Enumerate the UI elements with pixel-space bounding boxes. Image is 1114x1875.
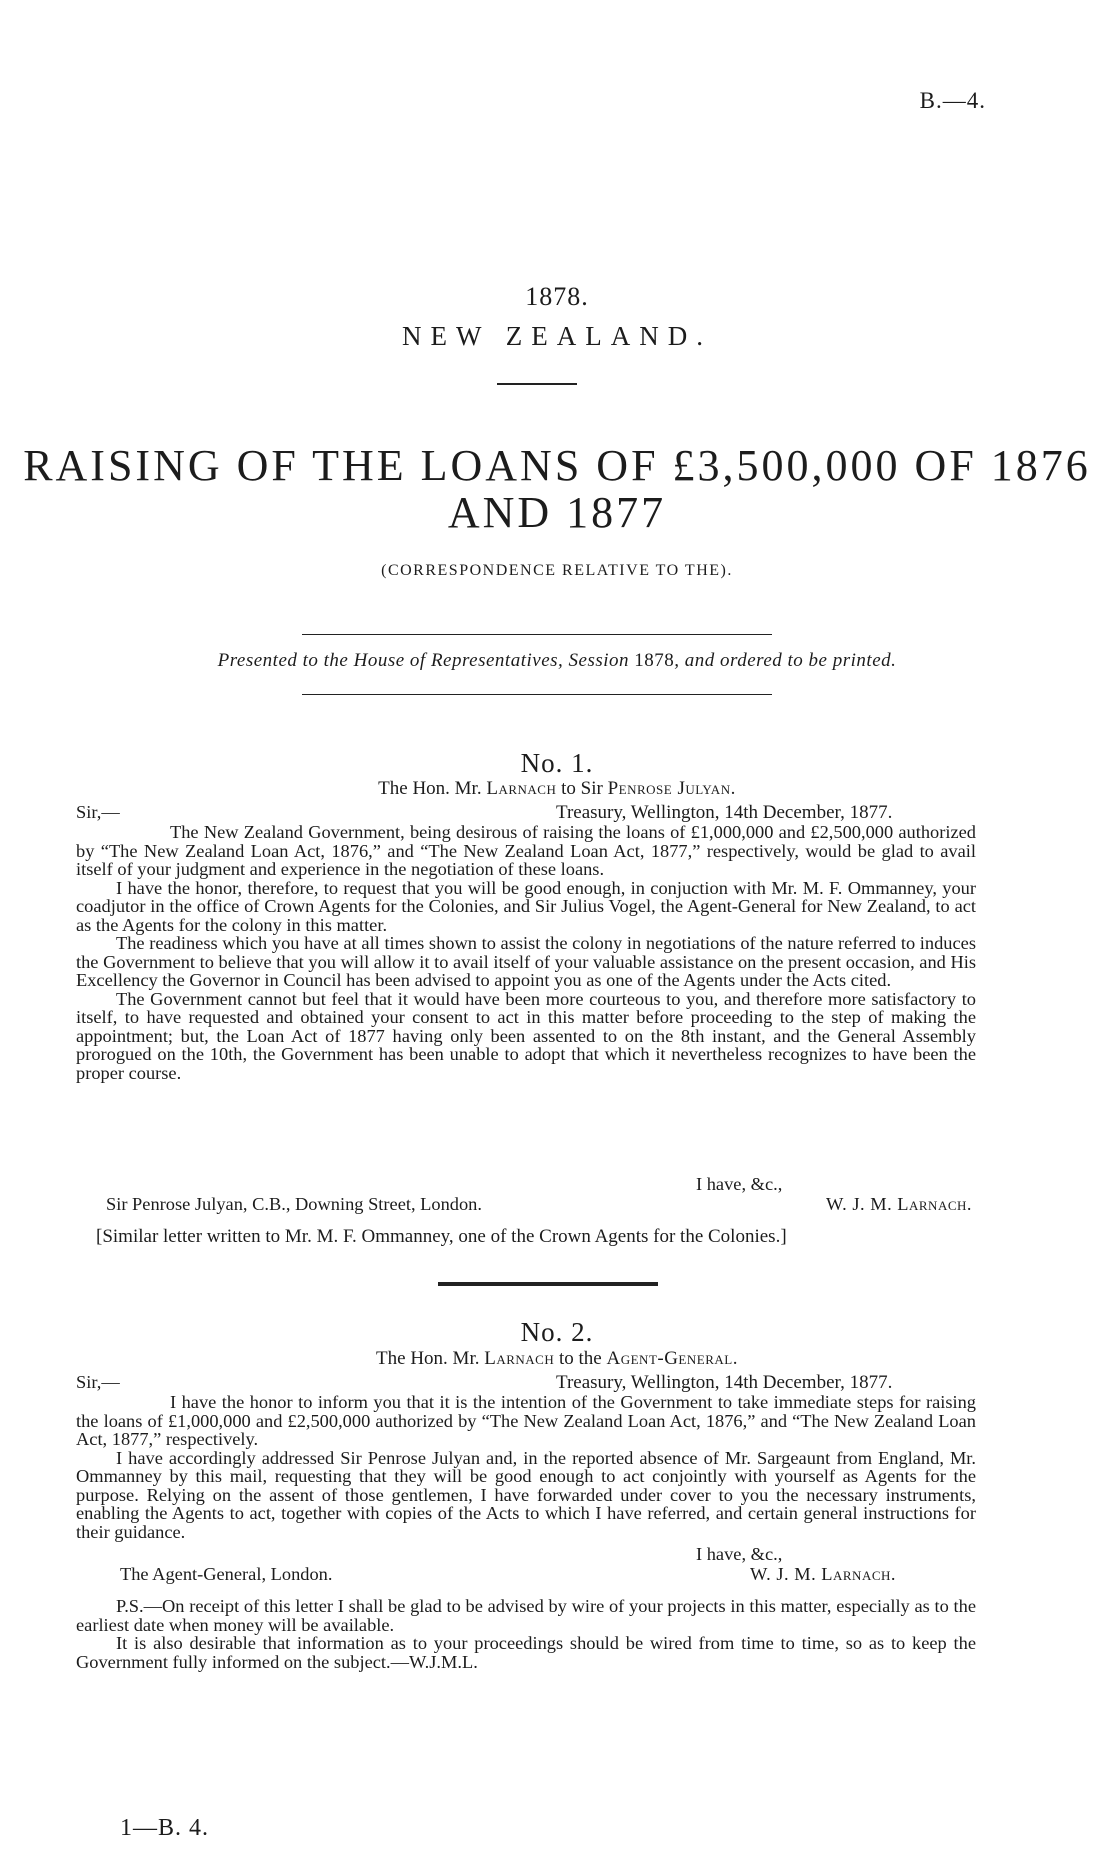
signature: W. J. M. Larnach. [750,1564,896,1584]
document-subtitle: (CORRESPONDENCE RELATIVE TO THE). [381,562,733,579]
signature: W. J. M. Larnach. [826,1194,972,1214]
document-year: 1878. [525,282,589,311]
paragraph: The Government cannot but feel that it would have been more courteous to you, and therefore more satisfactory to itself, to have requested and obtained your consent to act in this matter before proceeding to the step of making the appointment; but, the Loan Act of 1877 having only been assented to on the 8th instant, and the General Assembly prorogued on the 10th, the Government has been unable to adopt that which it nevertheless recognizes to have been the proper course. [76,988,976,1083]
paragraph: It is also desirable that information as to your proceedings should be wired from time to time, so as to keep the Government fully informed on the subject.—W.J.M.L. [76,1633,976,1672]
paragraph: The New Zealand Government, being desirous of raising the loans of £1,000,000 and £2,500,000 authorized by “The New Zealand Loan Act, 1876,” and “The New Zealand Loan Act, 1877,” respectively, would be glad to avail itself of your judgment and experience in the negotiation of these loans. [76,822,976,879]
printer-signature-mark: 1—B. 4. [120,1815,210,1841]
letter-body [76,1393,976,1541]
letter-number: No. 1. [520,748,594,778]
paragraph: I have accordingly addressed Sir Penrose Julyan and, in the reported absence of Mr. Sargeaunt from England, Mr. Ommanney by this mail, requesting that they will be good enough to act conjointly with yourself as Agents for the purpose. Relying on the assent of those gentlemen, I have forwarded under cover to you the necessary instruments, enabling the Agents to act, together with copies of the Acts to which I have referred, and certain general instructions for their guidance. [76,1447,976,1542]
postscript [76,1597,976,1671]
presentation-note-text: Presented to the House of Representatives, Session [217,650,635,671]
divider [302,694,772,695]
letter-body [76,823,976,1082]
recipient-name: Agent-General. [606,1348,738,1369]
place-date: Treasury, Wellington, 14th December, 1877. [556,1372,893,1393]
country-heading: NEW ZEALAND. [402,321,712,351]
letter-number: No. 2. [520,1317,594,1347]
heading-text: The Hon. Mr. [376,1348,485,1369]
place-date: Treasury, Wellington, 14th December, 1877. [556,802,893,823]
paragraph: P.S.—On receipt of this letter I shall be glad to be advised by wire of your projects in this matter, especially as to the earliest date when money will be available. [76,1596,976,1635]
document-title-line-2: AND 1877 [447,488,667,537]
heading-text: to the [554,1348,607,1369]
addressee: The Agent-General, London. [120,1564,333,1584]
paragraph: The readiness which you have at all times shown to assist the colony in negotiations of the nature referred to induces the Government to believe that you will allow it to avail itself of your valuable assistance on the present occasion, and His Excellency the Governor in Council has been advised to appoint you as one of the Agents under the Acts cited. [76,933,976,990]
document-reference: B.—4. [919,88,986,113]
heading-text: to Sir [556,778,608,799]
divider [497,383,577,385]
closing: I have, &c., [696,1174,783,1194]
heading-text: The Hon. Mr. [378,778,487,799]
addressee: Sir Penrose Julyan, C.B., Downing Street, London. [106,1194,482,1214]
paragraph: I have the honor to inform you that it is the intention of the Government to take immediate steps for raising the loans of £1,000,000 and £2,500,000 authorized by “The New Zealand Loan Act, 1876,” and “The New Zealand Loan Act, 1877,” respectively. [76,1392,976,1449]
sender-name: Larnach [484,1348,555,1369]
paragraph: I have the honor, therefore, to request that you will be good enough, in conjuction with Mr. M. F. Ommanney, your coadjutor in the office of Crown Agents for the Colonies, and Sir Julius Vogel, the Agent-General for New Zealand, to act as the Agents for the colony in this matter. [76,877,976,935]
recipient-name: Penrose Julyan. [607,778,736,799]
editorial-note: [Similar letter written to Mr. M. F. Ommanney, one of the Crown Agents for the Colonies.] [96,1226,787,1247]
sender-name: Larnach [486,778,557,799]
presentation-note [0,650,1114,672]
document-title-line-1: RAISING OF THE LOANS OF £3,500,000 OF 1876 [23,441,1091,490]
salutation: Sir,— [76,802,120,822]
divider [438,1282,658,1286]
divider [302,634,772,635]
presentation-year: 1878 [634,650,675,671]
letter-heading [0,1348,1114,1370]
letter-heading [0,778,1114,800]
presentation-note-text: , and ordered to be printed. [674,650,897,671]
salutation: Sir,— [76,1372,120,1392]
closing: I have, &c., [696,1544,783,1564]
